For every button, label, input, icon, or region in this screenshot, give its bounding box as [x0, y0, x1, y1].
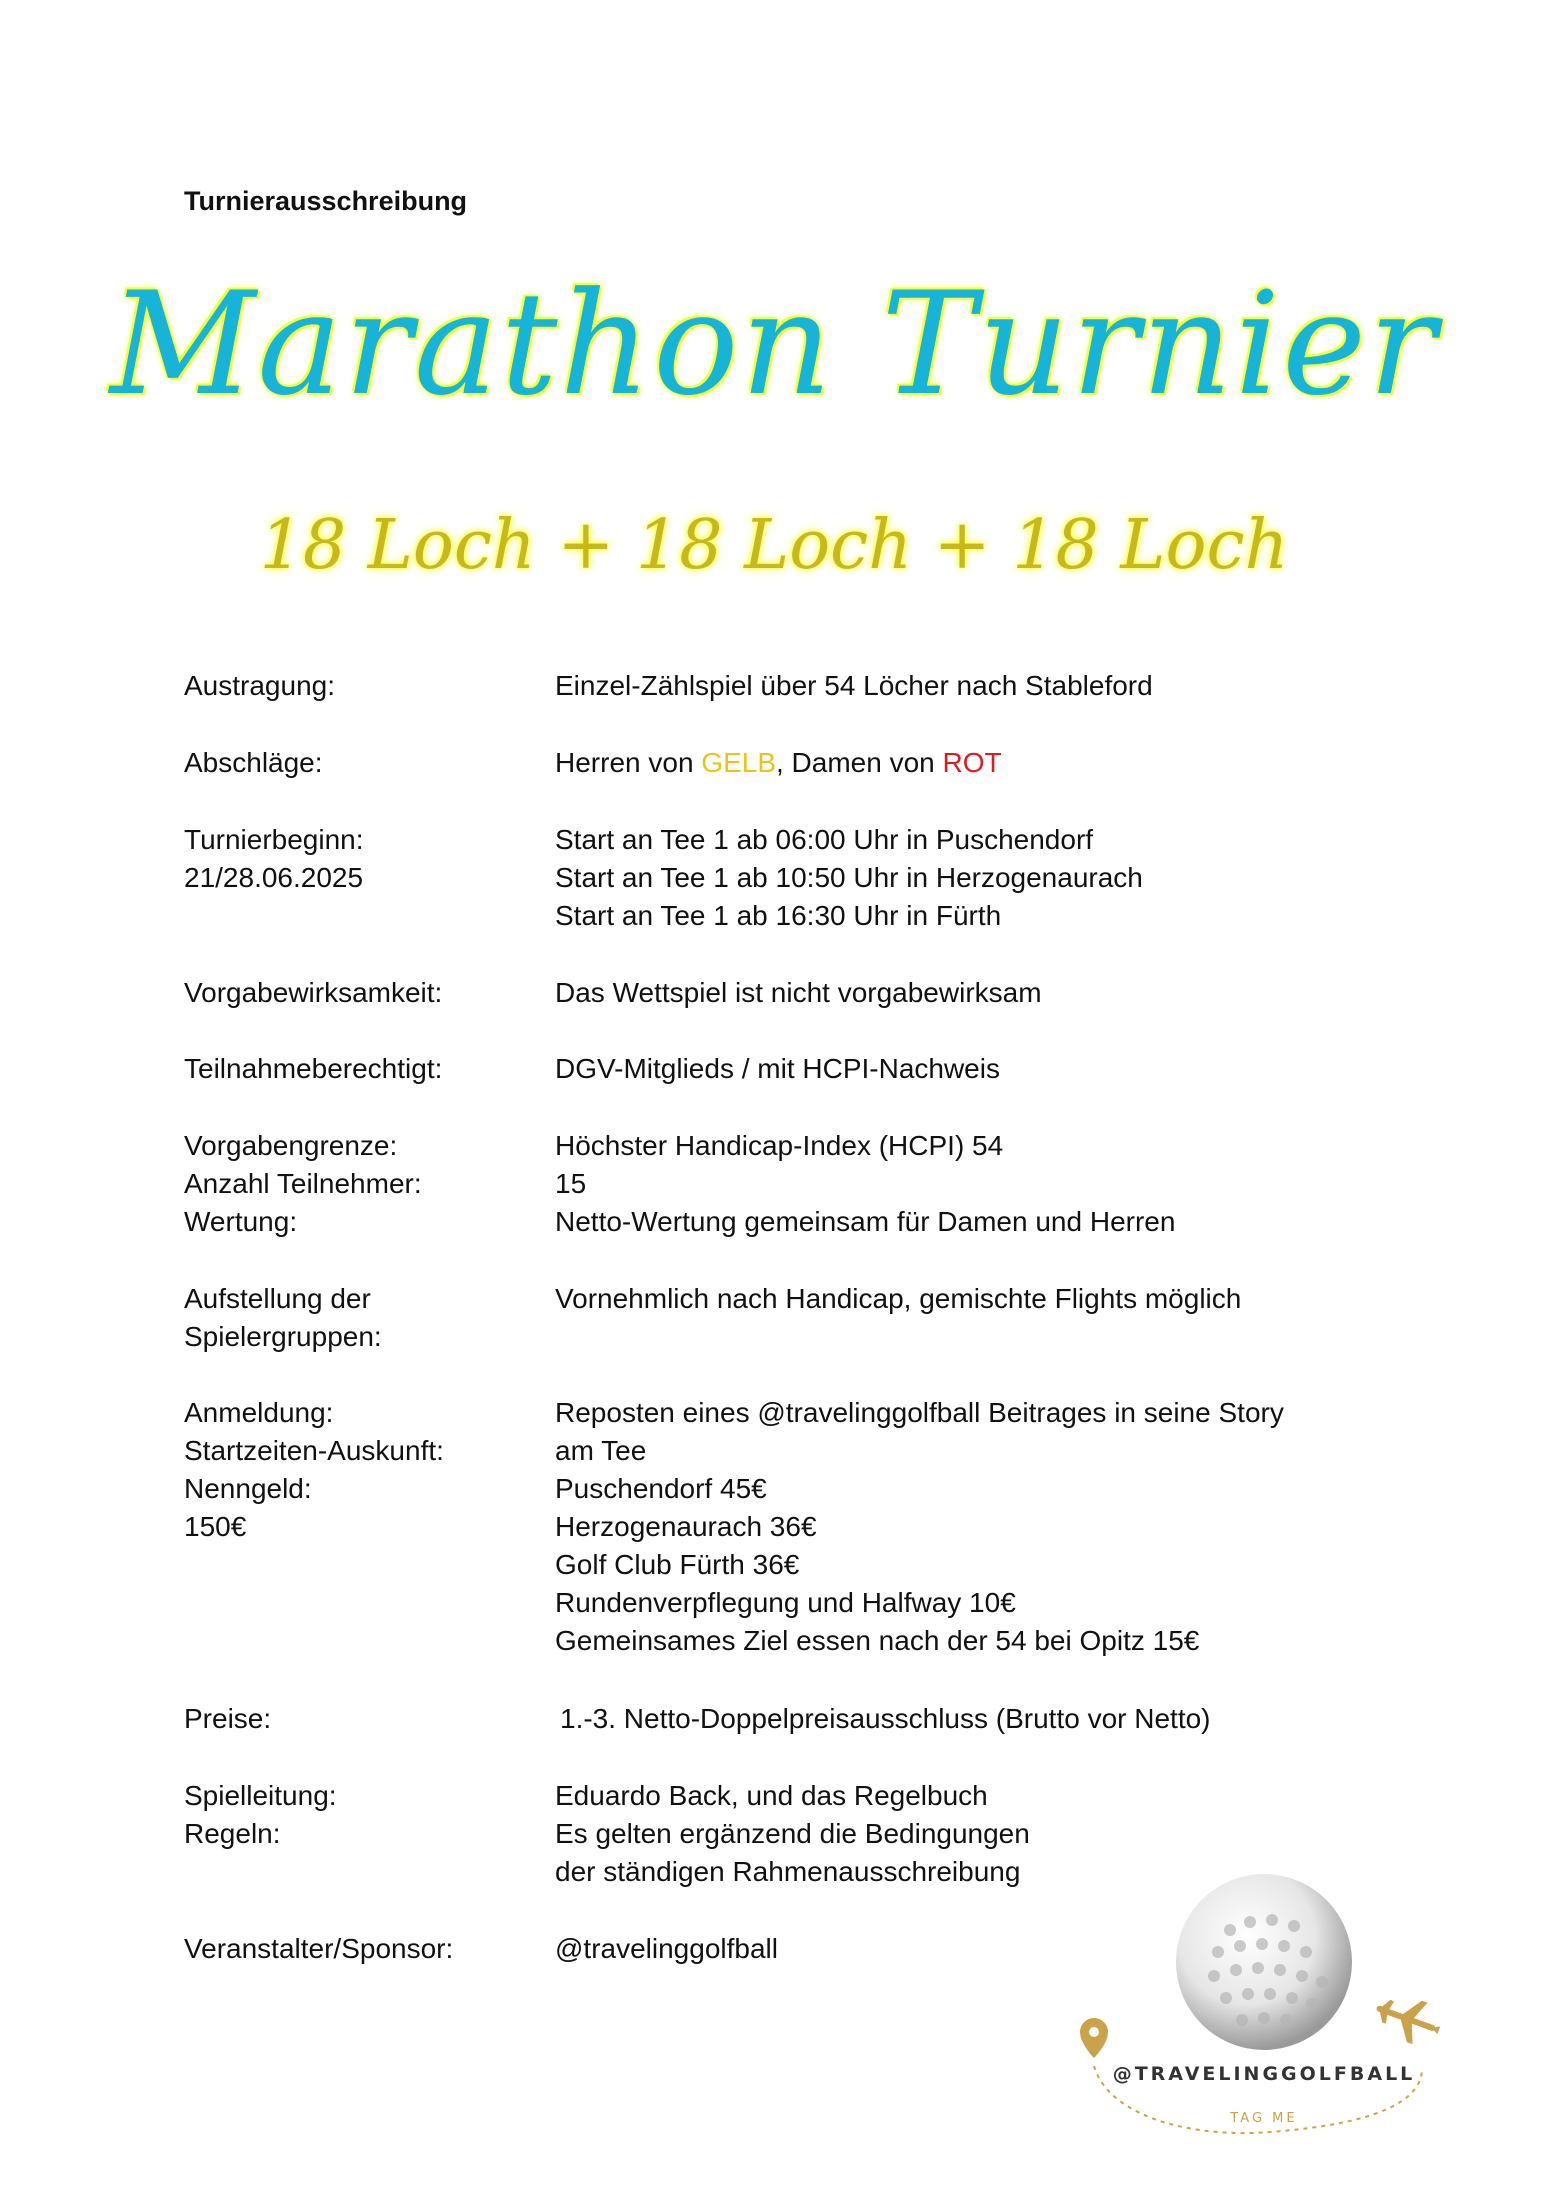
label-line: Nenngeld:	[184, 1473, 312, 1504]
label-line: Spielergruppen:	[184, 1321, 382, 1352]
value-line: am Tee	[555, 1435, 647, 1466]
row-label: Teilnahmeberechtigt:	[184, 1053, 443, 1084]
tournament-title: Marathon Turnier	[109, 262, 1439, 427]
row-value: 15	[555, 1168, 587, 1199]
value-line: Herzogenaurach 36€	[555, 1511, 817, 1542]
label-line: Aufstellung der	[184, 1283, 371, 1314]
row-label: Vorgabewirksamkeit:	[184, 977, 443, 1008]
start-time-1: Start an Tee 1 ab 06:00 Uhr in Puschendorf	[555, 824, 1094, 855]
value-line: Reposten eines @travelinggolfball Beitrages in seine Story	[555, 1397, 1284, 1428]
row-label	[184, 1280, 544, 1356]
row-value	[555, 821, 1455, 935]
label-line: Turnierbeginn:	[184, 824, 364, 855]
row-label	[184, 1394, 544, 1546]
row-label: Anzahl Teilnehmer:	[184, 1168, 422, 1199]
row-label	[184, 821, 544, 897]
value-text: , Damen von	[776, 747, 943, 778]
row-label	[184, 1777, 544, 1853]
row-label: Veranstalter/Sponsor:	[184, 1933, 454, 1964]
travelinggolfball-logo	[1050, 1870, 1470, 2170]
value-line: Eduardo Back, und das Regelbuch	[555, 1780, 988, 1811]
value-line: Rundenverpflegung und Halfway 10€	[555, 1587, 1016, 1618]
tee-yellow: GELB	[701, 747, 776, 778]
label-line: Regeln:	[184, 1818, 281, 1849]
row-value	[555, 744, 1455, 782]
tee-red: ROT	[942, 747, 1002, 778]
start-time-2: Start an Tee 1 ab 10:50 Uhr in Herzogenaurach	[555, 862, 1143, 893]
value-line: der ständigen Rahmenausschreibung	[555, 1856, 1021, 1887]
row-value: Das Wettspiel ist nicht vorgabewirksam	[555, 977, 1042, 1008]
value-line: Es gelten ergänzend die Bedingungen	[555, 1818, 1030, 1849]
row-value: 1.-3. Netto-Doppelpreisausschluss (Brutto vor Netto)	[560, 1703, 1211, 1734]
label-line: Anmeldung:	[184, 1397, 334, 1428]
tournament-subtitle: 18 Loch + 18 Loch + 18 Loch	[259, 506, 1289, 585]
row-label: Preise:	[184, 1703, 272, 1734]
location-pin-icon	[1080, 2018, 1108, 2058]
row-value: Einzel-Zählspiel über 54 Löcher nach Stableford	[555, 670, 1153, 701]
row-value: Vornehmlich nach Handicap, gemischte Flights möglich	[555, 1283, 1242, 1314]
value-text: Herren von	[555, 747, 702, 778]
value-line: Gemeinsames Ziel essen nach der 54 bei Opitz 15€	[555, 1625, 1200, 1656]
value-line: Puschendorf 45€	[555, 1473, 767, 1504]
document-label: Turnierausschreibung	[184, 186, 468, 216]
golf-ball-icon	[1176, 1874, 1352, 2050]
row-label: Wertung:	[184, 1206, 298, 1237]
label-line: 150€	[184, 1511, 247, 1542]
logo-handle: @TRAVELINGGOLFBALL	[1112, 2063, 1416, 2085]
row-label: Vorgabengrenze:	[184, 1130, 398, 1161]
event-date: 21/28.06.2025	[184, 862, 364, 893]
label-line: Spielleitung:	[184, 1780, 337, 1811]
row-label: Austragung:	[184, 670, 335, 701]
row-value: Netto-Wertung gemeinsam für Damen und Herren	[555, 1206, 1176, 1237]
row-label: Abschläge:	[184, 747, 323, 778]
row-value	[555, 1394, 1455, 1660]
row-value: Höchster Handicap-Index (HCPI) 54	[555, 1130, 1004, 1161]
row-value: @travelinggolfball	[555, 1933, 778, 1964]
value-line: Golf Club Fürth 36€	[555, 1549, 800, 1580]
start-time-3: Start an Tee 1 ab 16:30 Uhr in Fürth	[555, 900, 1002, 931]
logo-tag: TAG ME	[1230, 2111, 1298, 2126]
airplane-icon	[1369, 1987, 1446, 2051]
row-value: DGV-Mitglieds / mit HCPI-Nachweis	[555, 1053, 1000, 1084]
label-line: Startzeiten-Auskunft:	[184, 1435, 444, 1466]
